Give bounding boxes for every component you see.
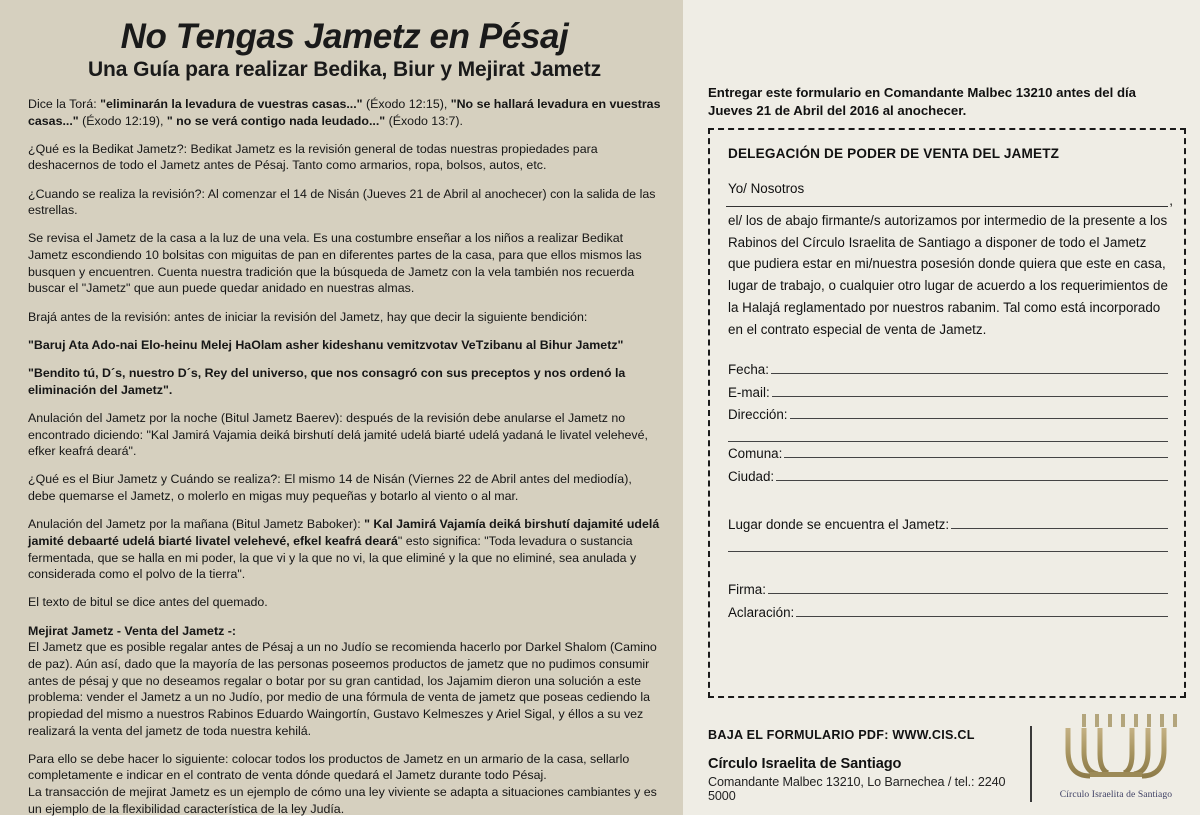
- paragraph-braja: Brajá antes de la revisión: antes de iniciar la revisión del Jametz, hay que decir la siguiente bendición:: [28, 309, 588, 324]
- form-authorization-text: el/ los de abajo firmante/s autorizamos por intermedio de la presente a los Rabinos del Círculo Israelita de Santiago a disponer de todo el Jametz que pudiera estar en mi/nuestra posesión donde quiera que este en casa, lugar de trabajo, o cualquier otro lugar de acuerdo a los requerimientos de la Halajá reglamentado por nuestros rabanim. Tal como está incorporado en el contrato especial de venta de Jametz.: [728, 213, 1168, 337]
- bitul-manana-meaning: " esto significa: "Toda levadura o sustancia fermentada, que se halla en mi poder, la que vi y la que no vi, la que eliminé y la que no eliminé, sea anulada y considerada como el polvo de la tierra".: [28, 533, 637, 582]
- paragraph-cuando: ¿Cuando se realiza la revisión?: Al comenzar el 14 de Nisán (Jueves 21 de Abril al anochecer) con la salida de las estrellas.: [28, 186, 656, 218]
- spacer: [726, 554, 1168, 580]
- guide-body: [28, 96, 661, 817]
- field-input-direccion[interactable]: [790, 405, 1168, 419]
- tora-quote-2: "No se hallará levadura en vuestras casas...": [28, 96, 661, 128]
- tora-quote-3: " no se verá contigo nada leudado...": [166, 113, 386, 128]
- tora-cite-1: (Éxodo 12:15),: [362, 96, 451, 111]
- power-of-sale-form[interactable]: [708, 128, 1186, 698]
- field-input-lugar-jametz[interactable]: [951, 515, 1168, 529]
- logo-caption: Círculo Israelita de Santiago: [1059, 789, 1173, 800]
- field-input-ciudad[interactable]: [776, 467, 1168, 481]
- footer: [708, 726, 1186, 803]
- field-lugar-jametz[interactable]: [728, 515, 1168, 535]
- name-input-line[interactable]: [726, 206, 1168, 207]
- field-label-lugar-jametz: Lugar donde se encuentra el Jametz:: [728, 517, 950, 533]
- heading-mejirat-jametz: Mejirat Jametz - Venta del Jametz -:: [28, 623, 236, 638]
- field-ciudad[interactable]: [728, 467, 1168, 487]
- paragraph-bedikat: ¿Qué es la Bedikat Jametz?: Bedikat Jametz es la revisión general de todas nuestras propiedades para deshacernos de todo el Jametz antes de Pésaj. Tanto como armarios, ropa, bolsos, autos, etc.: [28, 141, 598, 173]
- field-input-fecha[interactable]: [771, 360, 1168, 374]
- tora-quote-1: "eliminarán la levadura de vuestras casas...": [100, 96, 363, 111]
- bitul-manana-lead: Anulación del Jametz por la mañana (Bitul Jametz Baboker):: [28, 517, 365, 532]
- footer-pdf-link[interactable]: BAJA EL FORMULARIO PDF: WWW.CIS.CL: [708, 728, 975, 742]
- field-label-direccion: Dirección:: [728, 406, 788, 422]
- footer-text-block: [708, 726, 1030, 803]
- paragraph-bracha-hebrew: "Baruj Ata Ado-nai Elo-heinu Melej HaOlam asher kideshanu vemitzvotav VeTzibanu al Bihur Jametz": [28, 337, 624, 352]
- bitul-manana-formula: " Kal Jamirá Vajamía deiká birshutí dajamité udelá jamité debaarté udelá biarté livatel velehevé, efkel keafrá deará: [28, 517, 660, 548]
- spacer: [726, 340, 1168, 360]
- field-direccion[interactable]: [728, 405, 1168, 425]
- field-input-lugar-jametz-line2[interactable]: [728, 537, 1168, 552]
- field-label-ciudad: Ciudad:: [728, 468, 775, 484]
- field-input-email[interactable]: [772, 383, 1168, 397]
- organization-logo: [1030, 726, 1186, 802]
- form-heading: DELEGACIÓN DE PODER DE VENTA DEL JAMETZ: [728, 146, 1060, 161]
- field-input-direccion-line2[interactable]: [728, 427, 1168, 442]
- form-label-yo-nosotros: Yo/ Nosotros: [728, 181, 805, 196]
- field-label-firma: Firma:: [728, 582, 766, 598]
- field-label-email: E-mail:: [728, 384, 770, 400]
- paragraph-para-ello: Para ello se debe hacer lo siguiente: colocar todos los productos de Jametz en un armario de la casa, sellarlo completamente e indicar en el contrato de venta dónde quedará el Jametz durante todo Pésaj.: [28, 751, 630, 783]
- menorah-icon: [1060, 726, 1172, 787]
- paragraph-bitul-noche: Anulación del Jametz por la noche (Bitul Jametz Baerev): después de la revisión debe anularse el Jametz no encontrado diciendo: "Kal Jamirá Vajamia deiká birshutí delá jamité udelá biarté udelá yadaná le livatel velehevé, efker keafrá deará".: [28, 410, 648, 459]
- paragraph-tora: [28, 96, 661, 129]
- paragraph-texto-bitul: El texto de bitul se dice antes del quemado.: [28, 595, 268, 610]
- footer-organization-name: Círculo Israelita de Santiago: [708, 756, 902, 772]
- spacer: [726, 489, 1168, 515]
- field-label-fecha: Fecha:: [728, 362, 769, 378]
- tora-lead: Dice la Torá:: [28, 96, 101, 111]
- page-title: No Tengas Jametz en Pésaj: [120, 17, 569, 56]
- field-aclaracion[interactable]: [728, 603, 1168, 623]
- paragraph-mejirat-body: El Jametz que es posible regalar antes de Pésaj a un no Judío se recomienda hacerlo por Darkel Shalom (Camino de paz). Aún así, dado que la mayoría de las personas poseemos productos de jametz que no pudimos consumir antes de pésaj y que no deseamos regalar o botar por su gran cantidad, los Jajamim dieron una solución a este problema: vender el Jametz a un no Judío, por medio de una fórmula de venta de jametz que poseas cediendo la propiedad del mismo a nuestros Rabinos Eduardo Waingortín, Gustavo Kelmeszes y Ariel Sigal, y éllos a su vez realizará la venta del jametz de toda nuestra kehilá.: [28, 640, 657, 738]
- field-fecha[interactable]: [728, 360, 1168, 380]
- tora-cite-2: (Éxodo 12:19),: [78, 113, 167, 128]
- field-input-firma[interactable]: [768, 580, 1168, 594]
- field-firma[interactable]: [728, 580, 1168, 600]
- footer-address: Comandante Malbec 13210, Lo Barnechea / tel.: 2240 5000: [708, 775, 1006, 803]
- field-comuna[interactable]: [728, 444, 1168, 464]
- paragraph-bracha-spanish: "Bendito tú, D´s, nuestro D´s, Rey del universo, que nos consagró con sus preceptos y nos ordenó la eliminación del Jametz".: [28, 366, 626, 397]
- delivery-instructions: Entregar este formulario en Comandante Malbec 13210 antes del día Jueves 21 de Abril del 2016 al anochecer.: [708, 85, 1137, 119]
- field-label-comuna: Comuna:: [728, 446, 783, 462]
- paragraph-vela: Se revisa el Jametz de la casa a la luz de una vela. Es una costumbre enseñar a los niños a realizar Bedikat Jametz escondiendo 10 bolsitas con miguitas de pan en diferentes partes de la casa, para que ellos mismos las busquen y encuentren. Cuenta nuestra tradición que la búsqueda de Jametz con la vela también nos recuerda buscar el "Jametz" que aun puede quedar anidado en nuestras almas.: [28, 231, 642, 296]
- paragraph-biur: ¿Qué es el Biur Jametz y Cuándo se realiza?: El mismo 14 de Nisán (Viernes 22 de Abril antes del mediodía), debe quemarse el Jametz, o molerlo en migas muy pequeñas y botarlo al viento o al mar.: [28, 472, 632, 504]
- tora-cite-3: (Éxodo 13:7).: [385, 113, 463, 128]
- paragraph-bitul-manana: [28, 516, 661, 583]
- field-input-aclaracion[interactable]: [796, 603, 1168, 617]
- paragraph-transaccion: La transacción de mejirat Jametz es un ejemplo de cómo una ley viviente se adapta a situaciones cambiantes y es un ejemplo de la flexibilidad característica de la ley Judía.: [28, 785, 657, 816]
- field-label-aclaracion: Aclaración:: [728, 604, 795, 620]
- field-input-comuna[interactable]: [784, 444, 1168, 458]
- page-subtitle: Una Guía para realizar Bedika, Biur y Mejirat Jametz: [87, 57, 601, 81]
- field-email[interactable]: [728, 383, 1168, 403]
